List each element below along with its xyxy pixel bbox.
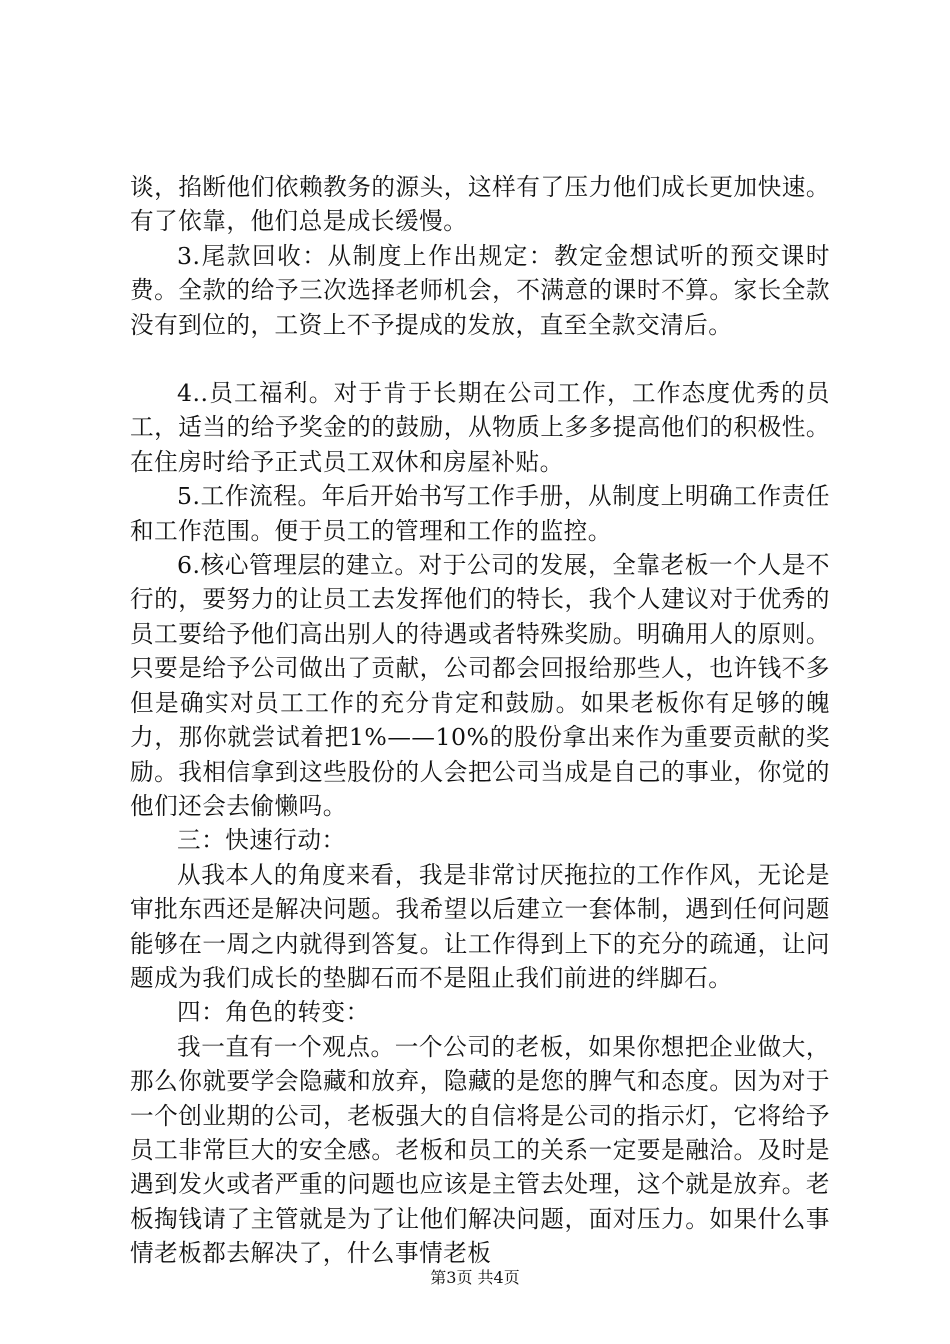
paragraph-employee-benefits: 4..员工福利。对于肯于长期在公司工作，工作态度优秀的员工，适当的给予奖金的的鼓励，从物质上多多提高他们的积极性。在住房时给予正式员工双休和房屋补贴。 xyxy=(130,379,830,476)
section-heading-role-change: 四：角色的转变： xyxy=(177,998,370,1027)
paragraph-core-management: 6.核心管理层的建立。对于公司的发展，全靠老板一个人是不行的，要努力的让员工去发挥他们的特长，我个人建议对于优秀的员工要给予他们高出别人的待遇或者特殊奖励。明确用人的原则。只要是给予公司做出了贡献，公司都会回报给那些人，也许钱不多但是确实对员工工作的充分肯定和鼓励。如果老板你有足够的魄力，那你就尝试着把1%——10%的股份拿出来作为重要贡献的奖励。我相信拿到这些股份的人会把公司当成是自己的事业，你觉的他们还会去偷懒吗。 xyxy=(130,551,830,820)
paragraph-work-process: 5.工作流程。年后开始书写工作手册，从制度上明确工作责任和工作范围。便于员工的管理和工作的监控。 xyxy=(130,482,830,545)
paragraph-continuation: 谈，掐断他们依赖教务的源头，这样有了压力他们成长更加快速。有了依靠，他们总是成长缓慢。 xyxy=(130,173,830,236)
section-heading-quick-action: 三：快速行动： xyxy=(177,826,346,855)
paragraph-role-change: 我一直有一个观点。一个公司的老板，如果你想把企业做大，那么你就要学会隐藏和放弃，隐藏的是您的脾气和态度。因为对于一个创业期的公司，老板强大的自信将是公司的指示灯，它将给予员工非常巨大的安全感。老板和员工的关系一定要是融洽。及时是遇到发火或者严重的问题也应该是主管去处理，这个就是放弃。老板掏钱请了主管就是为了让他们解决问题，面对压力。如果什么事情老板都去解决了，什么事情老板 xyxy=(130,1032,830,1268)
page-footer: 第3页 共4页 xyxy=(430,1268,520,1287)
paragraph-quick-action: 从我本人的角度来看，我是非常讨厌拖拉的工作作风，无论是审批东西还是解决问题。我希望以后建立一套体制，遇到任何问题能够在一周之内就得到答复。让工作得到上下的充分的疏通，让问题成为我们成长的垫脚石而不是阻止我们前进的绊脚石。 xyxy=(130,860,830,992)
document-body xyxy=(130,170,830,1271)
paragraph-balance-collection: 3.尾款回收：从制度上作出规定：教定金想试听的预交课时费。全款的给予三次选择老师机会，不满意的课时不算。家长全款没有到位的，工资上不予提成的发放，直至全款交清后。 xyxy=(130,241,830,339)
